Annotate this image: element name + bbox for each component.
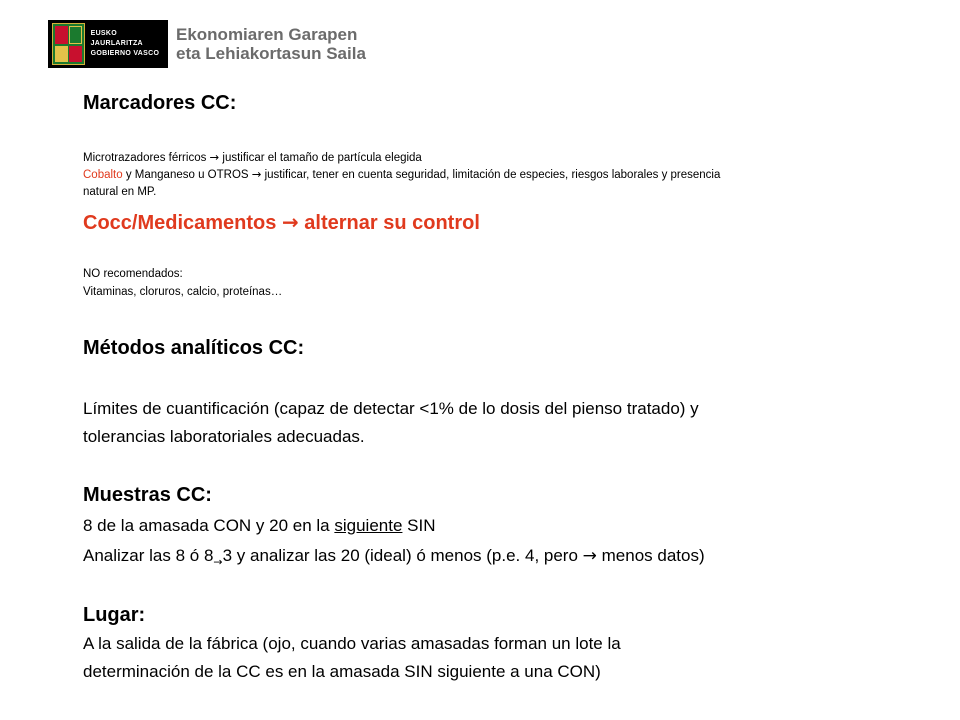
logo-text [91,29,168,59]
lugar-title: Lugar: [83,604,146,626]
arrow-icon: → [213,555,223,569]
no-recomendados-title: NO recomendados: [83,268,183,280]
department-line-2: eta Lehiakortasun Saila [176,44,366,63]
logo-line-2: GOBIERNO VASCO [90,50,160,57]
metodos-title: Métodos analíticos CC: [83,337,305,359]
arrow-icon: → [209,150,220,164]
muestras-title: Muestras CC: [83,484,212,506]
metodos-line-1: Límites de cuantificación (capaz de detectar <1% de lo dosis del pienso tratado) y [83,399,699,418]
lugar-line-1: A la salida de la fábrica (ojo, cuando varias amasadas forman un lote la [83,634,621,653]
department-line-1: Ekonomiaren Garapen [176,25,358,44]
muestras-line-2: Analizar las 8 ó $8_\to 3$ y analizar las 20 (ideal) ó menos (p.e. 4, pero → menos datos) [83,546,705,569]
gobierno-vasco-logo [48,20,168,68]
department-name [176,25,366,63]
coat-of-arms-icon [52,23,85,65]
arrow-icon: → [582,546,597,566]
muestras-line-1: 8 de la amasada CON y 20 en la siguiente SIN [83,516,436,535]
arrow-icon: → [281,210,299,234]
lugar-line-2: determinación de la CC es en la amasada SIN siguiente a una CON) [83,662,601,681]
metodos-line-2: tolerancias laboratoriales adecuadas. [83,427,365,446]
marcadores-line-1: Microtrazadores férricos → justificar el tamaño de partícula elegida [83,150,422,164]
marcadores-line-2: Cobalto y Manganeso u OTROS → justificar, tener en cuenta seguridad, limitación de especies, riesgos laborales y presencia [83,167,721,181]
marcadores-line-3: natural en MP. [83,186,157,198]
cocc-medicamentos: Cocc/Medicamentos → alternar su control [83,210,480,234]
header-logo [48,20,366,68]
arrow-icon: → [251,167,262,181]
marcadores-title: Marcadores CC: [83,92,237,114]
logo-line-1: EUSKO JAURLARITZA [90,30,143,47]
no-recomendados-list: Vitaminas, cloruros, calcio, proteínas… [83,286,283,298]
